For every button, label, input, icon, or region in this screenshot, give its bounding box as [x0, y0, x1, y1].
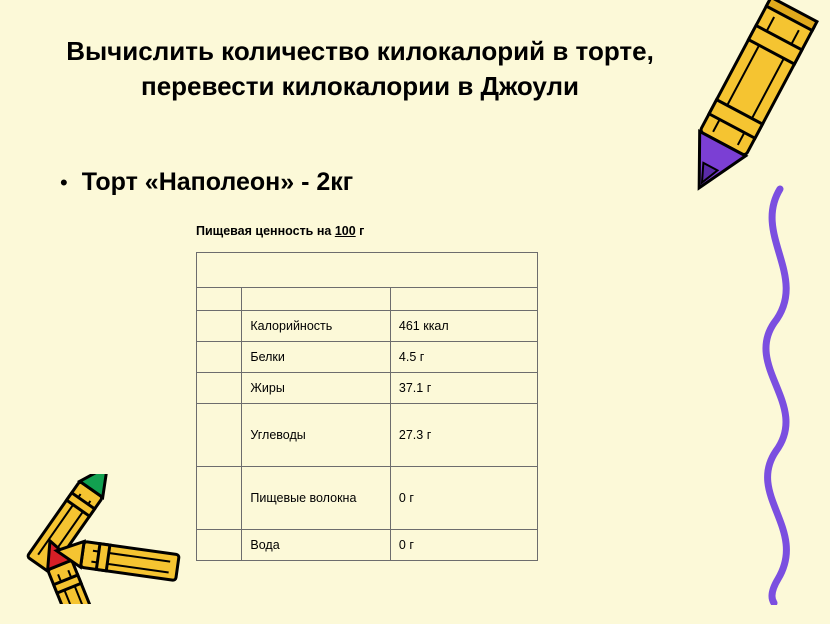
- nutrition-table: [196, 252, 538, 561]
- table-spacer-row: [197, 288, 538, 311]
- table-row: [197, 342, 538, 373]
- caption-suffix: г: [355, 224, 365, 238]
- table-cell-name: Белки: [242, 342, 391, 373]
- table-cell-name: [242, 288, 391, 311]
- bullet-marker-icon: •: [60, 170, 68, 195]
- table-cell-pad: [197, 342, 242, 373]
- table-cell-value: 37.1 г: [390, 373, 537, 404]
- table-cell-value: 4.5 г: [390, 342, 537, 373]
- table-row: [197, 467, 538, 530]
- caption-prefix: Пищевая ценность на: [196, 224, 335, 238]
- table-cell-name: Пищевые волокна: [242, 467, 391, 530]
- table-row: [197, 404, 538, 467]
- table-header-cell: [197, 253, 538, 288]
- table-cell-name: Углеводы: [242, 404, 391, 467]
- table-cell-value: [390, 288, 537, 311]
- table-cell-pad: [197, 467, 242, 530]
- table-header-row: [197, 253, 538, 288]
- table-cell-pad: [197, 288, 242, 311]
- table-cell-value: 0 г: [390, 530, 537, 561]
- table-cell-value: 0 г: [390, 467, 537, 530]
- table-cell-pad: [197, 373, 242, 404]
- table-row: [197, 311, 538, 342]
- crayon-top-right-icon: [656, 0, 830, 214]
- table-cell-value: 27.3 г: [390, 404, 537, 467]
- squiggle-line-icon: [740, 185, 820, 605]
- bullet-item-label: Торт «Наполеон» - 2кг: [81, 168, 354, 196]
- nutrition-table-body: [197, 253, 538, 561]
- table-cell-name: Калорийность: [242, 311, 391, 342]
- table-row: [197, 530, 538, 561]
- table-cell-pad: [197, 530, 242, 561]
- table-cell-pad: [197, 404, 242, 467]
- crayons-bottom-left-icon: [20, 474, 220, 604]
- caption-amount: 100: [334, 224, 356, 238]
- table-cell-name: Жиры: [242, 373, 391, 404]
- table-cell-name: Вода: [242, 530, 391, 561]
- table-row: [197, 373, 538, 404]
- table-cell-value: 461 ккал: [390, 311, 537, 342]
- bullet-item: [60, 168, 680, 197]
- table-cell-pad: [197, 311, 242, 342]
- nutrition-table-caption: [196, 224, 364, 238]
- page-title: Вычислить количество килокалорий в торте, перевести килокалории в Джоули: [66, 36, 654, 102]
